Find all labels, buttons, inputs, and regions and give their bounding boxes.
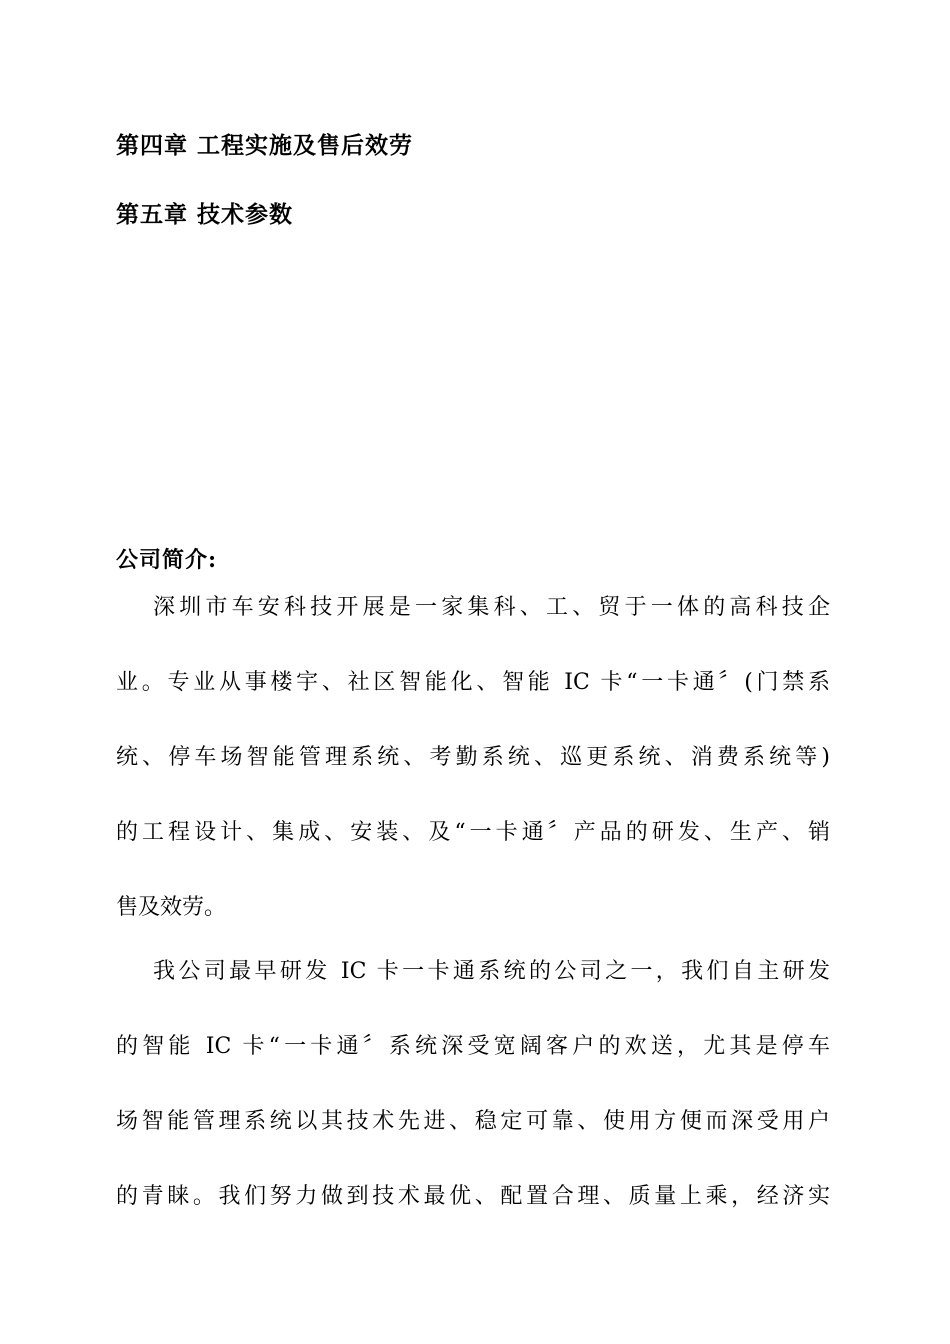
paragraph-line: 场智能管理系统以其技术先进、稳定可靠、使用方便而深受用户 [116,1109,830,1134]
paragraph-line: 的青睐。我们努力做到技术最优、配置合理、质量上乘，经济实 [116,1184,830,1209]
chapter-4-heading: 第四章 工程实施及售后效劳 [116,132,414,159]
paragraph-line: 售及效劳。 [116,895,227,920]
paragraph-line: 业。专业从事楼宇、社区智能化、智能 IC 卡“一卡通〞(门禁系 [116,670,830,695]
chapter-5-heading: 第五章 技术参数 [116,201,294,228]
paragraph-line: 的智能 IC 卡“一卡通〞系统深受宽阔客户的欢送，尤其是停车 [116,1034,830,1059]
paragraph-line: 统、停车场智能管理系统、考勤系统、巡更系统、消费系统等) [116,745,830,770]
company-intro-heading: 公司简介: [116,547,218,573]
paragraph-line: 深圳市车安科技开展是一家集科、工、贸于一体的高科技企 [153,595,830,620]
paragraph-line: 我公司最早研发 IC 卡一卡通系统的公司之一，我们自主研发 [153,959,830,984]
paragraph-line: 的工程设计、集成、安装、及“一卡通〞产品的研发、生产、销 [116,820,830,845]
